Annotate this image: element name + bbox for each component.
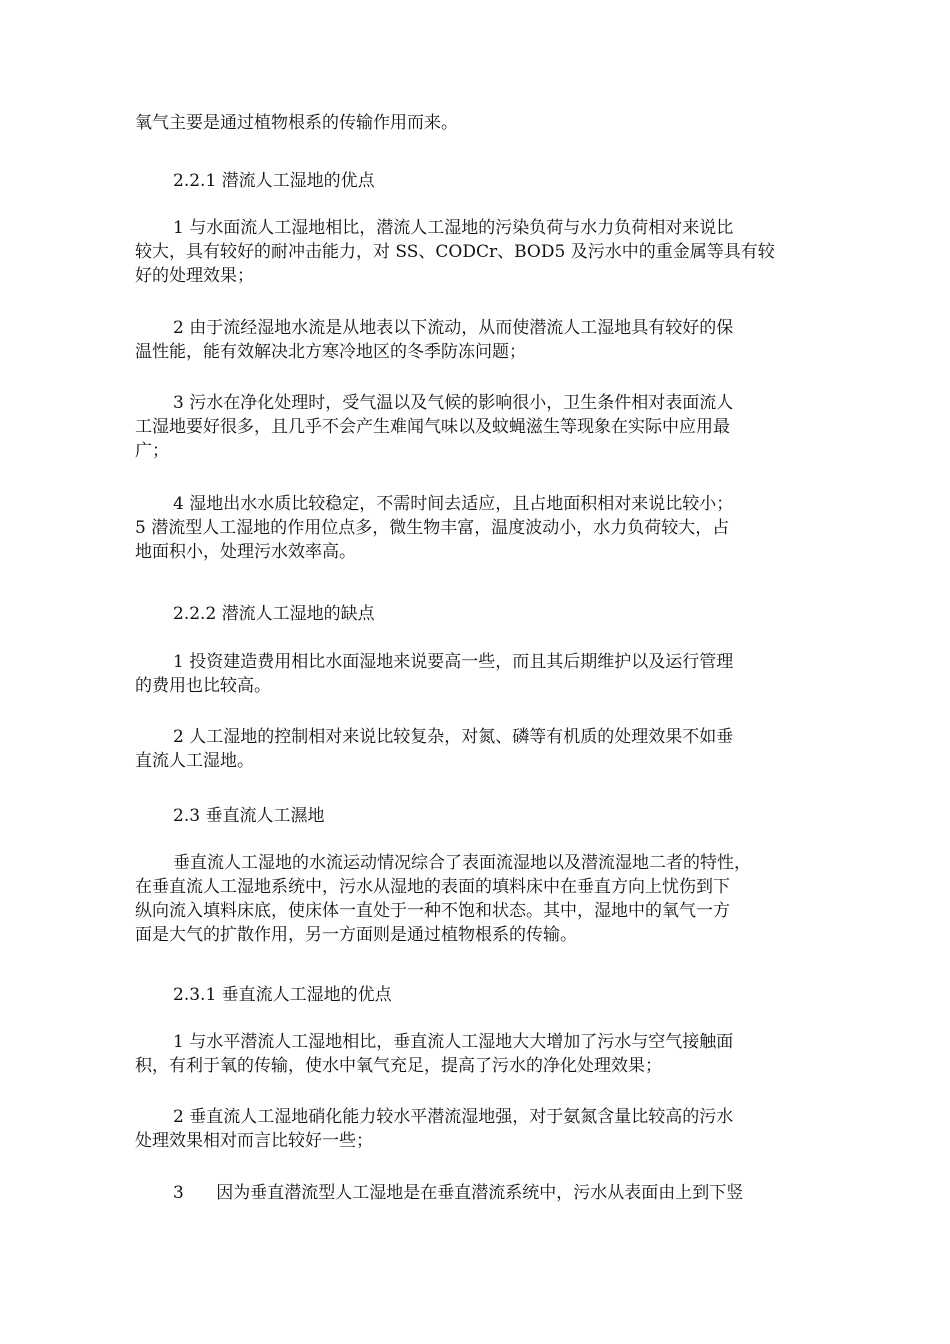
text-line: 面是大气的扩散作用，另一方面则是通过植物根系的传输。	[135, 925, 577, 945]
text-line: 1 投资建造费用相比水面湿地来说要高一些，而且其后期维护以及运行管理	[173, 652, 734, 672]
section-heading-2-3-1: 2.3.1 垂直流人工湿地的优点	[173, 985, 392, 1005]
section-heading-2-2-2: 2.2.2 潜流人工湿地的缺点	[173, 604, 375, 624]
text-line: 1 与水平潜流人工湿地相比，垂直流人工湿地大大增加了污水与空气接触面	[173, 1032, 734, 1052]
paragraph-disadvantage-2	[135, 725, 821, 773]
paragraph-advantage-2	[135, 316, 821, 364]
paragraph-disadvantage-1	[135, 650, 821, 698]
text-line: 温性能，能有效解决北方寒冷地区的冬季防冻问题；	[135, 342, 526, 362]
text-line: 在垂直流人工湿地系统中，污水从湿地的表面的填料床中在垂直方向上忧伤到下	[135, 877, 730, 897]
section-heading-2-3: 2.3 垂直流人工濕地	[173, 806, 325, 826]
paragraph-vertical-advantage-1	[135, 1030, 821, 1078]
text-line: 2 垂直流人工湿地硝化能力较水平潜流湿地强，对于氨氮含量比较高的污水	[173, 1107, 734, 1127]
paragraph-intro	[135, 111, 821, 135]
text-line: 2 由于流经湿地水流是从地表以下流动，从而使潜流人工湿地具有较好的保	[173, 318, 734, 338]
text-line: 3 污水在净化处理时，受气温以及气候的影响很小，卫生条件相对表面流人	[173, 393, 734, 413]
text-line: 较大，具有较好的耐冲击能力，对 SS、CODCr、BOD5 及污水中的重金属等具有较	[135, 242, 775, 262]
text-line: 氧气主要是通过植物根系的传输作用而来。	[135, 113, 458, 133]
paragraph-vertical-advantage-2	[135, 1105, 821, 1153]
paragraph-advantage-1	[135, 216, 821, 288]
text-line: 积，有利于氧的传输，使水中氧气充足，提高了污水的净化处理效果；	[135, 1056, 662, 1076]
text-line: 2 人工湿地的控制相对来说比较复杂，对氮、磷等有机质的处理效果不如垂	[173, 727, 734, 747]
text-line: 1 与水面流人工湿地相比，潜流人工湿地的污染负荷与水力负荷相对来说比	[173, 218, 734, 238]
section-heading-2-2-1: 2.2.1 潜流人工湿地的优点	[173, 171, 375, 191]
text-line: 3 因为垂直潜流型人工湿地是在垂直潜流系统中，污水从表面由上到下竖	[173, 1183, 744, 1203]
text-line: 5 潜流型人工湿地的作用位点多，微生物丰富，温度波动小，水力负荷较大，占	[135, 518, 730, 538]
text-line: 好的处理效果；	[135, 266, 254, 286]
paragraph-advantage-4-5	[135, 492, 821, 564]
paragraph-vertical-advantage-3	[135, 1181, 821, 1205]
paragraph-advantage-3	[135, 391, 821, 463]
text-line: 纵向流入填料床底，使床体一直处于一种不饱和状态。其中，湿地中的氧气一方	[135, 901, 730, 921]
paragraph-vertical-flow-intro	[135, 851, 821, 947]
text-line: 工湿地要好很多，且几乎不会产生难闻气味以及蚊蝇滋生等现象在实际中应用最	[135, 417, 730, 437]
text-line: 的费用也比较高。	[135, 676, 271, 696]
text-line: 地面积小，处理污水效率高。	[135, 542, 356, 562]
text-line: 处理效果相对而言比较好一些；	[135, 1131, 373, 1151]
text-line: 垂直流人工湿地的水流运动情况综合了表面流湿地以及潜流湿地二者的特性，	[173, 853, 751, 873]
text-line: 广；	[135, 441, 169, 461]
text-line: 4 湿地出水水质比较稳定，不需时间去适应，且占地面积相对来说比较小；	[173, 494, 734, 514]
text-line: 直流人工湿地。	[135, 751, 254, 771]
